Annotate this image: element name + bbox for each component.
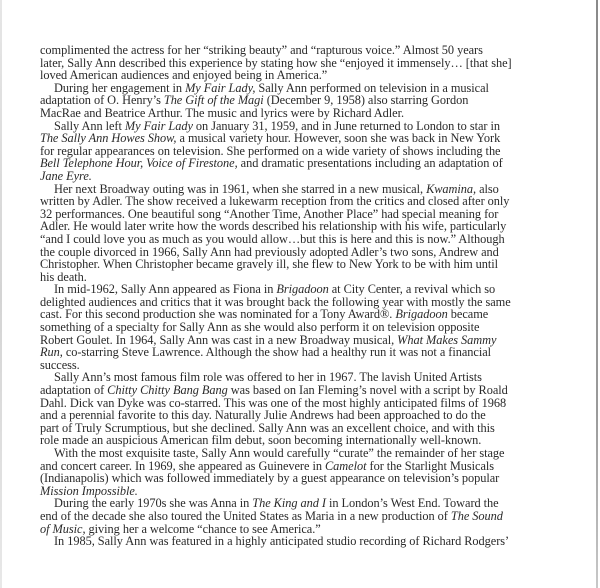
text-segment: In 1985, Sally Ann was featured in a highly anticipated studio recording of Richard Rodgers’: [54, 534, 510, 549]
text-segment: In mid-1962, Sally Ann appeared as Fiona in: [54, 282, 277, 297]
text-segment: co-starring Steve Lawrence. Although the show had a healthy run it was not a financial: [62, 345, 492, 360]
text-segment: adaptation of: [40, 383, 108, 398]
text-segment: became: [447, 307, 489, 322]
text-segment: “and I could love you as much as you would allow…but this is here and this is now.” Although: [40, 231, 505, 246]
italic-title: Camelot: [325, 458, 367, 473]
text-line: [40, 346, 560, 359]
text-segment: Adler. He would later write how the words described his relationship with his wife, particularly: [40, 219, 507, 234]
text-segment: and concert career. In 1969, she appeared as Guinevere in: [40, 458, 325, 473]
text-segment: something of a specialty for Sally Ann as she would also perform it on television opposite: [40, 320, 480, 335]
text-segment: Sally Ann left: [54, 118, 125, 133]
text-segment: Sally Ann’s most famous film role was offered to her in 1967. The lavish United Artists: [54, 370, 482, 385]
text-segment: a musical variety hour. However, soon she was back in New York: [176, 131, 501, 146]
text-line: [40, 157, 560, 170]
italic-title: Jane Eyre.: [40, 168, 92, 183]
text-segment: delighted audiences and critics that it was brought back the following year with mostly the same: [40, 294, 511, 309]
text-segment: and a perennial favorite to this day. Naturally Julie Andrews had been approached to do the: [40, 408, 486, 423]
text-segment: giving her a welcome “chance to see America.”: [85, 521, 321, 536]
text-segment: During the early 1970s she was Anna in: [54, 496, 253, 511]
text-segment: adaptation of O. Henry’s: [40, 93, 164, 108]
text-segment: cast. For this second production she was nominated for a Tony Award®.: [40, 307, 396, 322]
text-segment: end of the decade she also toured the United States as Maria in a new production of: [40, 508, 451, 523]
italic-title: Run,: [40, 345, 63, 360]
italic-title: Brigadoon: [276, 282, 329, 297]
text-segment: Christopher. When Christopher became gravely ill, she flew to New York to be with him until: [40, 257, 499, 272]
italic-title: Kwamina,: [426, 181, 477, 196]
text-segment: role made an auspicious American film debut, soon becoming internationally well-known.: [40, 433, 482, 448]
text-segment: also: [476, 181, 499, 196]
text-segment: at City Center, a revival which so: [328, 282, 496, 297]
italic-title: The Gift of the Magi: [163, 93, 264, 108]
italic-title: Brigadoon: [395, 307, 448, 322]
italic-title: of Music,: [40, 521, 86, 536]
text-segment: Sally Ann performed on television in a musical: [255, 80, 489, 95]
text-segment: Robert Goulet. In 1964, Sally Ann was cast in a new Broadway musical,: [40, 332, 398, 347]
text-segment: (December 9, 1958) also starring Gordon: [263, 93, 469, 108]
text-segment: written by Adler. The show received a lukewarm reception from the critics and closed after only: [40, 194, 510, 209]
text-segment: the couple divorced in 1966, Sally Ann had previously adopted Adler’s two sons, Andrew and: [40, 244, 499, 259]
text-segment: later, Sally Ann described this experience by stating how she “enjoyed it immensely… [that she]: [40, 55, 512, 70]
text-segment: his death.: [40, 269, 87, 284]
text-segment: for regular appearances on television. She performed on a wide variety of shows including the: [40, 143, 501, 158]
text-segment: MacRae and Beatrice Arthur. The music and lyrics were by Richard Adler.: [40, 105, 405, 120]
italic-title: Bell Telephone Hour, Voice of Firestone,: [40, 156, 238, 171]
document-page: [40, 44, 560, 548]
paragraph-first-line: [40, 535, 560, 548]
italic-title: My Fair Lady: [124, 118, 193, 133]
italic-title: Mission Impossible.: [40, 483, 138, 498]
text-segment: on January 31, 1959, and in June returned to London to star in: [192, 118, 500, 133]
text-segment: complimented the actress for her “striking beauty” and “rapturous voice.” Almost 50 years: [40, 43, 483, 57]
text-segment: for the Starlight Musicals: [366, 458, 495, 473]
italic-title: The Sally Ann Howes Show,: [40, 131, 177, 146]
text-segment: in London’s West End. Toward the: [325, 496, 499, 511]
text-segment: loved American audiences and enjoyed being in America.”: [40, 68, 328, 83]
text-segment: With the most exquisite taste, Sally Ann would carefully “curate” the remainder of her stage: [54, 446, 505, 460]
italic-title: My Fair Lady,: [185, 80, 256, 95]
text-segment: was based on Ian Fleming’s novel with a script by Roald: [227, 383, 508, 398]
text-segment: part of Truly Scrumptious, but she declined. Sally Ann was an excellent choice, and with this: [40, 420, 495, 435]
text-segment: 32 performances. One beautiful song “Another Time, Another Place” had special meaning for: [40, 206, 499, 221]
page-edge-right: [596, 0, 598, 588]
page-edge-left: [0, 0, 2, 588]
text-line: [40, 258, 560, 271]
italic-title: The King and I: [252, 496, 326, 511]
italic-title: Chitty Chitty Bang Bang: [107, 383, 228, 398]
text-segment: Dahl. Dick van Dyke was co-starred. This was one of the most highly anticipated films of 1968: [40, 395, 507, 410]
italic-title: What Makes Sammy: [397, 332, 497, 347]
text-segment: Her next Broadway outing was in 1961, when she starred in a new musical,: [54, 181, 427, 196]
text-segment: (Indianapolis) which was followed immediately by a guest appearance on television’s popular: [40, 471, 500, 486]
text-segment: During her engagement in: [54, 80, 186, 95]
italic-title: The Sound: [450, 508, 503, 523]
text-segment: success.: [40, 357, 80, 372]
text-segment: and dramatic presentations including an adaptation of: [237, 156, 503, 171]
